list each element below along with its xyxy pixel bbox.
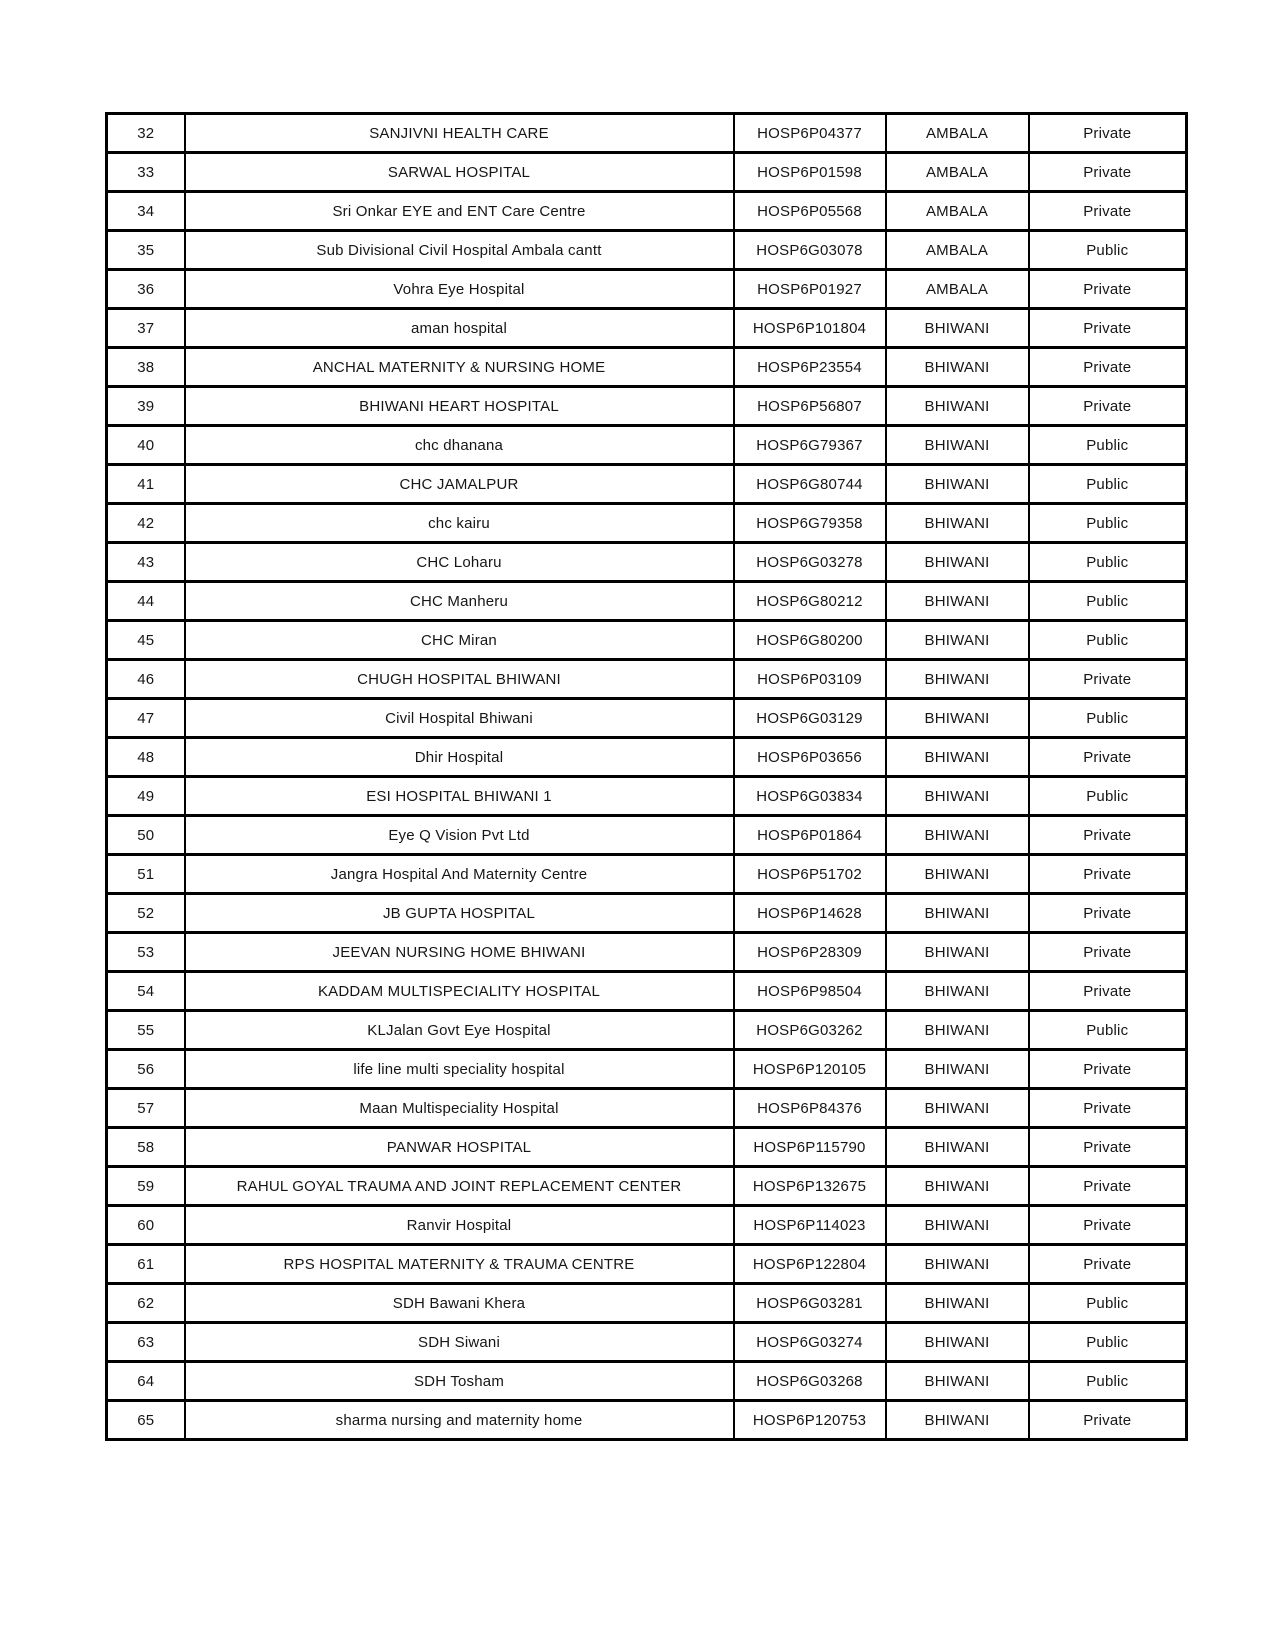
- cell-serial-number: 52: [107, 894, 185, 933]
- cell-hospital-name: Civil Hospital Bhiwani: [185, 699, 734, 738]
- cell-serial-number: 49: [107, 777, 185, 816]
- cell-ownership: Private: [1029, 309, 1187, 348]
- table-row: [107, 1362, 1187, 1401]
- cell-ownership: Private: [1029, 1089, 1187, 1128]
- cell-ownership: Private: [1029, 1401, 1187, 1440]
- cell-district: BHIWANI: [886, 777, 1029, 816]
- cell-district: BHIWANI: [886, 894, 1029, 933]
- cell-hospital-code: HOSP6P14628: [734, 894, 886, 933]
- cell-hospital-name: RPS HOSPITAL MATERNITY & TRAUMA CENTRE: [185, 1245, 734, 1284]
- cell-hospital-code: HOSP6P23554: [734, 348, 886, 387]
- cell-ownership: Private: [1029, 1050, 1187, 1089]
- table-row: [107, 777, 1187, 816]
- cell-ownership: Public: [1029, 504, 1187, 543]
- cell-district: BHIWANI: [886, 348, 1029, 387]
- cell-hospital-name: Maan Multispeciality Hospital: [185, 1089, 734, 1128]
- cell-district: AMBALA: [886, 153, 1029, 192]
- cell-serial-number: 40: [107, 426, 185, 465]
- cell-district: BHIWANI: [886, 621, 1029, 660]
- cell-hospital-code: HOSP6P05568: [734, 192, 886, 231]
- cell-serial-number: 61: [107, 1245, 185, 1284]
- cell-hospital-code: HOSP6P28309: [734, 933, 886, 972]
- cell-serial-number: 50: [107, 816, 185, 855]
- cell-district: BHIWANI: [886, 1128, 1029, 1167]
- cell-serial-number: 60: [107, 1206, 185, 1245]
- table-row: [107, 1167, 1187, 1206]
- hospital-table-body: [107, 114, 1187, 1440]
- cell-ownership: Public: [1029, 231, 1187, 270]
- cell-ownership: Private: [1029, 348, 1187, 387]
- cell-hospital-name: PANWAR HOSPITAL: [185, 1128, 734, 1167]
- table-row: [107, 972, 1187, 1011]
- cell-district: AMBALA: [886, 192, 1029, 231]
- table-row: [107, 816, 1187, 855]
- table-row: [107, 426, 1187, 465]
- cell-hospital-code: HOSP6G80212: [734, 582, 886, 621]
- cell-district: BHIWANI: [886, 1245, 1029, 1284]
- cell-hospital-code: HOSP6P84376: [734, 1089, 886, 1128]
- cell-district: AMBALA: [886, 114, 1029, 153]
- cell-hospital-code: HOSP6P01598: [734, 153, 886, 192]
- cell-district: BHIWANI: [886, 1011, 1029, 1050]
- cell-hospital-name: Jangra Hospital And Maternity Centre: [185, 855, 734, 894]
- cell-serial-number: 48: [107, 738, 185, 777]
- cell-district: BHIWANI: [886, 543, 1029, 582]
- cell-ownership: Public: [1029, 1284, 1187, 1323]
- cell-hospital-name: KADDAM MULTISPECIALITY HOSPITAL: [185, 972, 734, 1011]
- cell-district: BHIWANI: [886, 660, 1029, 699]
- cell-ownership: Public: [1029, 426, 1187, 465]
- cell-serial-number: 62: [107, 1284, 185, 1323]
- table-row: [107, 1245, 1187, 1284]
- cell-district: BHIWANI: [886, 699, 1029, 738]
- cell-hospital-name: ANCHAL MATERNITY & NURSING HOME: [185, 348, 734, 387]
- cell-ownership: Public: [1029, 543, 1187, 582]
- cell-district: AMBALA: [886, 231, 1029, 270]
- cell-hospital-name: chc dhanana: [185, 426, 734, 465]
- cell-hospital-name: Vohra Eye Hospital: [185, 270, 734, 309]
- cell-hospital-name: BHIWANI HEART HOSPITAL: [185, 387, 734, 426]
- cell-hospital-code: HOSP6P01927: [734, 270, 886, 309]
- cell-serial-number: 42: [107, 504, 185, 543]
- cell-hospital-name: life line multi speciality hospital: [185, 1050, 734, 1089]
- cell-serial-number: 37: [107, 309, 185, 348]
- table-row: [107, 465, 1187, 504]
- cell-hospital-code: HOSP6G79358: [734, 504, 886, 543]
- cell-ownership: Private: [1029, 933, 1187, 972]
- cell-ownership: Private: [1029, 972, 1187, 1011]
- cell-district: BHIWANI: [886, 504, 1029, 543]
- cell-ownership: Public: [1029, 582, 1187, 621]
- table-row: [107, 192, 1187, 231]
- cell-hospital-code: HOSP6P01864: [734, 816, 886, 855]
- cell-ownership: Private: [1029, 1245, 1187, 1284]
- cell-district: BHIWANI: [886, 816, 1029, 855]
- cell-serial-number: 51: [107, 855, 185, 894]
- cell-hospital-code: HOSP6G03281: [734, 1284, 886, 1323]
- cell-hospital-name: SANJIVNI HEALTH CARE: [185, 114, 734, 153]
- cell-district: BHIWANI: [886, 582, 1029, 621]
- table-row: [107, 543, 1187, 582]
- cell-district: BHIWANI: [886, 426, 1029, 465]
- cell-hospital-code: HOSP6G03262: [734, 1011, 886, 1050]
- cell-hospital-code: HOSP6G03078: [734, 231, 886, 270]
- cell-hospital-name: Eye Q Vision Pvt Ltd: [185, 816, 734, 855]
- table-row: [107, 270, 1187, 309]
- cell-serial-number: 34: [107, 192, 185, 231]
- cell-district: AMBALA: [886, 270, 1029, 309]
- cell-hospital-name: sharma nursing and maternity home: [185, 1401, 734, 1440]
- cell-district: BHIWANI: [886, 1362, 1029, 1401]
- cell-hospital-code: HOSP6P56807: [734, 387, 886, 426]
- table-row: [107, 582, 1187, 621]
- cell-hospital-code: HOSP6P03109: [734, 660, 886, 699]
- cell-hospital-code: HOSP6G03268: [734, 1362, 886, 1401]
- cell-hospital-name: SDH Siwani: [185, 1323, 734, 1362]
- cell-hospital-name: RAHUL GOYAL TRAUMA AND JOINT REPLACEMENT CENTER: [185, 1167, 734, 1206]
- cell-ownership: Private: [1029, 270, 1187, 309]
- cell-hospital-code: HOSP6G80200: [734, 621, 886, 660]
- cell-hospital-name: CHC Miran: [185, 621, 734, 660]
- table-row: [107, 621, 1187, 660]
- cell-hospital-name: Sub Divisional Civil Hospital Ambala cantt: [185, 231, 734, 270]
- cell-hospital-name: CHUGH HOSPITAL BHIWANI: [185, 660, 734, 699]
- cell-serial-number: 57: [107, 1089, 185, 1128]
- cell-ownership: Private: [1029, 855, 1187, 894]
- cell-ownership: Public: [1029, 777, 1187, 816]
- cell-district: BHIWANI: [886, 933, 1029, 972]
- cell-hospital-code: HOSP6G03129: [734, 699, 886, 738]
- cell-hospital-name: SARWAL HOSPITAL: [185, 153, 734, 192]
- cell-district: BHIWANI: [886, 855, 1029, 894]
- cell-district: BHIWANI: [886, 1323, 1029, 1362]
- cell-hospital-code: HOSP6P120753: [734, 1401, 886, 1440]
- cell-hospital-name: Dhir Hospital: [185, 738, 734, 777]
- table-row: [107, 231, 1187, 270]
- hospital-list-table: [105, 112, 1188, 1441]
- cell-serial-number: 32: [107, 114, 185, 153]
- cell-hospital-name: aman hospital: [185, 309, 734, 348]
- table-row: [107, 1401, 1187, 1440]
- cell-hospital-name: CHC Loharu: [185, 543, 734, 582]
- cell-hospital-code: HOSP6P04377: [734, 114, 886, 153]
- cell-district: BHIWANI: [886, 465, 1029, 504]
- cell-serial-number: 38: [107, 348, 185, 387]
- cell-hospital-name: Ranvir Hospital: [185, 1206, 734, 1245]
- cell-hospital-code: HOSP6P03656: [734, 738, 886, 777]
- cell-ownership: Private: [1029, 660, 1187, 699]
- cell-hospital-code: HOSP6G03278: [734, 543, 886, 582]
- table-row: [107, 1284, 1187, 1323]
- cell-serial-number: 41: [107, 465, 185, 504]
- table-row: [107, 1089, 1187, 1128]
- cell-ownership: Public: [1029, 1323, 1187, 1362]
- cell-ownership: Public: [1029, 1011, 1187, 1050]
- cell-hospital-code: HOSP6G79367: [734, 426, 886, 465]
- cell-hospital-code: HOSP6G03834: [734, 777, 886, 816]
- cell-district: BHIWANI: [886, 387, 1029, 426]
- cell-hospital-code: HOSP6G03274: [734, 1323, 886, 1362]
- table-row: [107, 504, 1187, 543]
- cell-ownership: Private: [1029, 738, 1187, 777]
- cell-ownership: Private: [1029, 1128, 1187, 1167]
- cell-serial-number: 44: [107, 582, 185, 621]
- cell-ownership: Private: [1029, 816, 1187, 855]
- cell-ownership: Public: [1029, 1362, 1187, 1401]
- cell-hospital-name: chc kairu: [185, 504, 734, 543]
- cell-serial-number: 33: [107, 153, 185, 192]
- cell-district: BHIWANI: [886, 1284, 1029, 1323]
- cell-district: BHIWANI: [886, 972, 1029, 1011]
- cell-serial-number: 59: [107, 1167, 185, 1206]
- cell-hospital-name: KLJalan Govt Eye Hospital: [185, 1011, 734, 1050]
- cell-district: BHIWANI: [886, 1050, 1029, 1089]
- cell-serial-number: 45: [107, 621, 185, 660]
- cell-hospital-code: HOSP6P101804: [734, 309, 886, 348]
- cell-ownership: Private: [1029, 153, 1187, 192]
- cell-serial-number: 64: [107, 1362, 185, 1401]
- table-row: [107, 933, 1187, 972]
- cell-ownership: Public: [1029, 621, 1187, 660]
- cell-serial-number: 36: [107, 270, 185, 309]
- table-row: [107, 1128, 1187, 1167]
- cell-ownership: Public: [1029, 699, 1187, 738]
- table-row: [107, 1323, 1187, 1362]
- table-row: [107, 1050, 1187, 1089]
- table-row: [107, 114, 1187, 153]
- table-row: [107, 1206, 1187, 1245]
- cell-district: BHIWANI: [886, 1401, 1029, 1440]
- table-row: [107, 660, 1187, 699]
- cell-hospital-name: ESI HOSPITAL BHIWANI 1: [185, 777, 734, 816]
- cell-hospital-code: HOSP6P114023: [734, 1206, 886, 1245]
- cell-district: BHIWANI: [886, 738, 1029, 777]
- cell-ownership: Private: [1029, 1206, 1187, 1245]
- cell-serial-number: 58: [107, 1128, 185, 1167]
- cell-serial-number: 46: [107, 660, 185, 699]
- cell-ownership: Private: [1029, 114, 1187, 153]
- cell-serial-number: 35: [107, 231, 185, 270]
- cell-district: BHIWANI: [886, 1206, 1029, 1245]
- cell-serial-number: 54: [107, 972, 185, 1011]
- cell-hospital-code: HOSP6P115790: [734, 1128, 886, 1167]
- cell-serial-number: 55: [107, 1011, 185, 1050]
- cell-ownership: Public: [1029, 465, 1187, 504]
- table-row: [107, 699, 1187, 738]
- cell-ownership: Private: [1029, 894, 1187, 933]
- table-row: [107, 1011, 1187, 1050]
- cell-hospital-code: HOSP6P122804: [734, 1245, 886, 1284]
- cell-serial-number: 56: [107, 1050, 185, 1089]
- cell-serial-number: 39: [107, 387, 185, 426]
- cell-hospital-code: HOSP6P98504: [734, 972, 886, 1011]
- cell-hospital-code: HOSP6P132675: [734, 1167, 886, 1206]
- cell-district: BHIWANI: [886, 1167, 1029, 1206]
- table-row: [107, 348, 1187, 387]
- cell-hospital-name: CHC Manheru: [185, 582, 734, 621]
- cell-serial-number: 43: [107, 543, 185, 582]
- table-row: [107, 387, 1187, 426]
- table-row: [107, 855, 1187, 894]
- cell-serial-number: 53: [107, 933, 185, 972]
- cell-hospital-name: CHC JAMALPUR: [185, 465, 734, 504]
- cell-ownership: Private: [1029, 1167, 1187, 1206]
- cell-hospital-code: HOSP6P120105: [734, 1050, 886, 1089]
- cell-serial-number: 63: [107, 1323, 185, 1362]
- cell-hospital-code: HOSP6P51702: [734, 855, 886, 894]
- table-row: [107, 309, 1187, 348]
- cell-hospital-name: SDH Bawani Khera: [185, 1284, 734, 1323]
- cell-hospital-name: JB GUPTA HOSPITAL: [185, 894, 734, 933]
- cell-serial-number: 47: [107, 699, 185, 738]
- cell-ownership: Private: [1029, 387, 1187, 426]
- cell-hospital-code: HOSP6G80744: [734, 465, 886, 504]
- cell-ownership: Private: [1029, 192, 1187, 231]
- cell-district: BHIWANI: [886, 309, 1029, 348]
- cell-hospital-name: SDH Tosham: [185, 1362, 734, 1401]
- cell-hospital-name: Sri Onkar EYE and ENT Care Centre: [185, 192, 734, 231]
- cell-serial-number: 65: [107, 1401, 185, 1440]
- table-row: [107, 894, 1187, 933]
- cell-district: BHIWANI: [886, 1089, 1029, 1128]
- table-row: [107, 738, 1187, 777]
- cell-hospital-name: JEEVAN NURSING HOME BHIWANI: [185, 933, 734, 972]
- table-row: [107, 153, 1187, 192]
